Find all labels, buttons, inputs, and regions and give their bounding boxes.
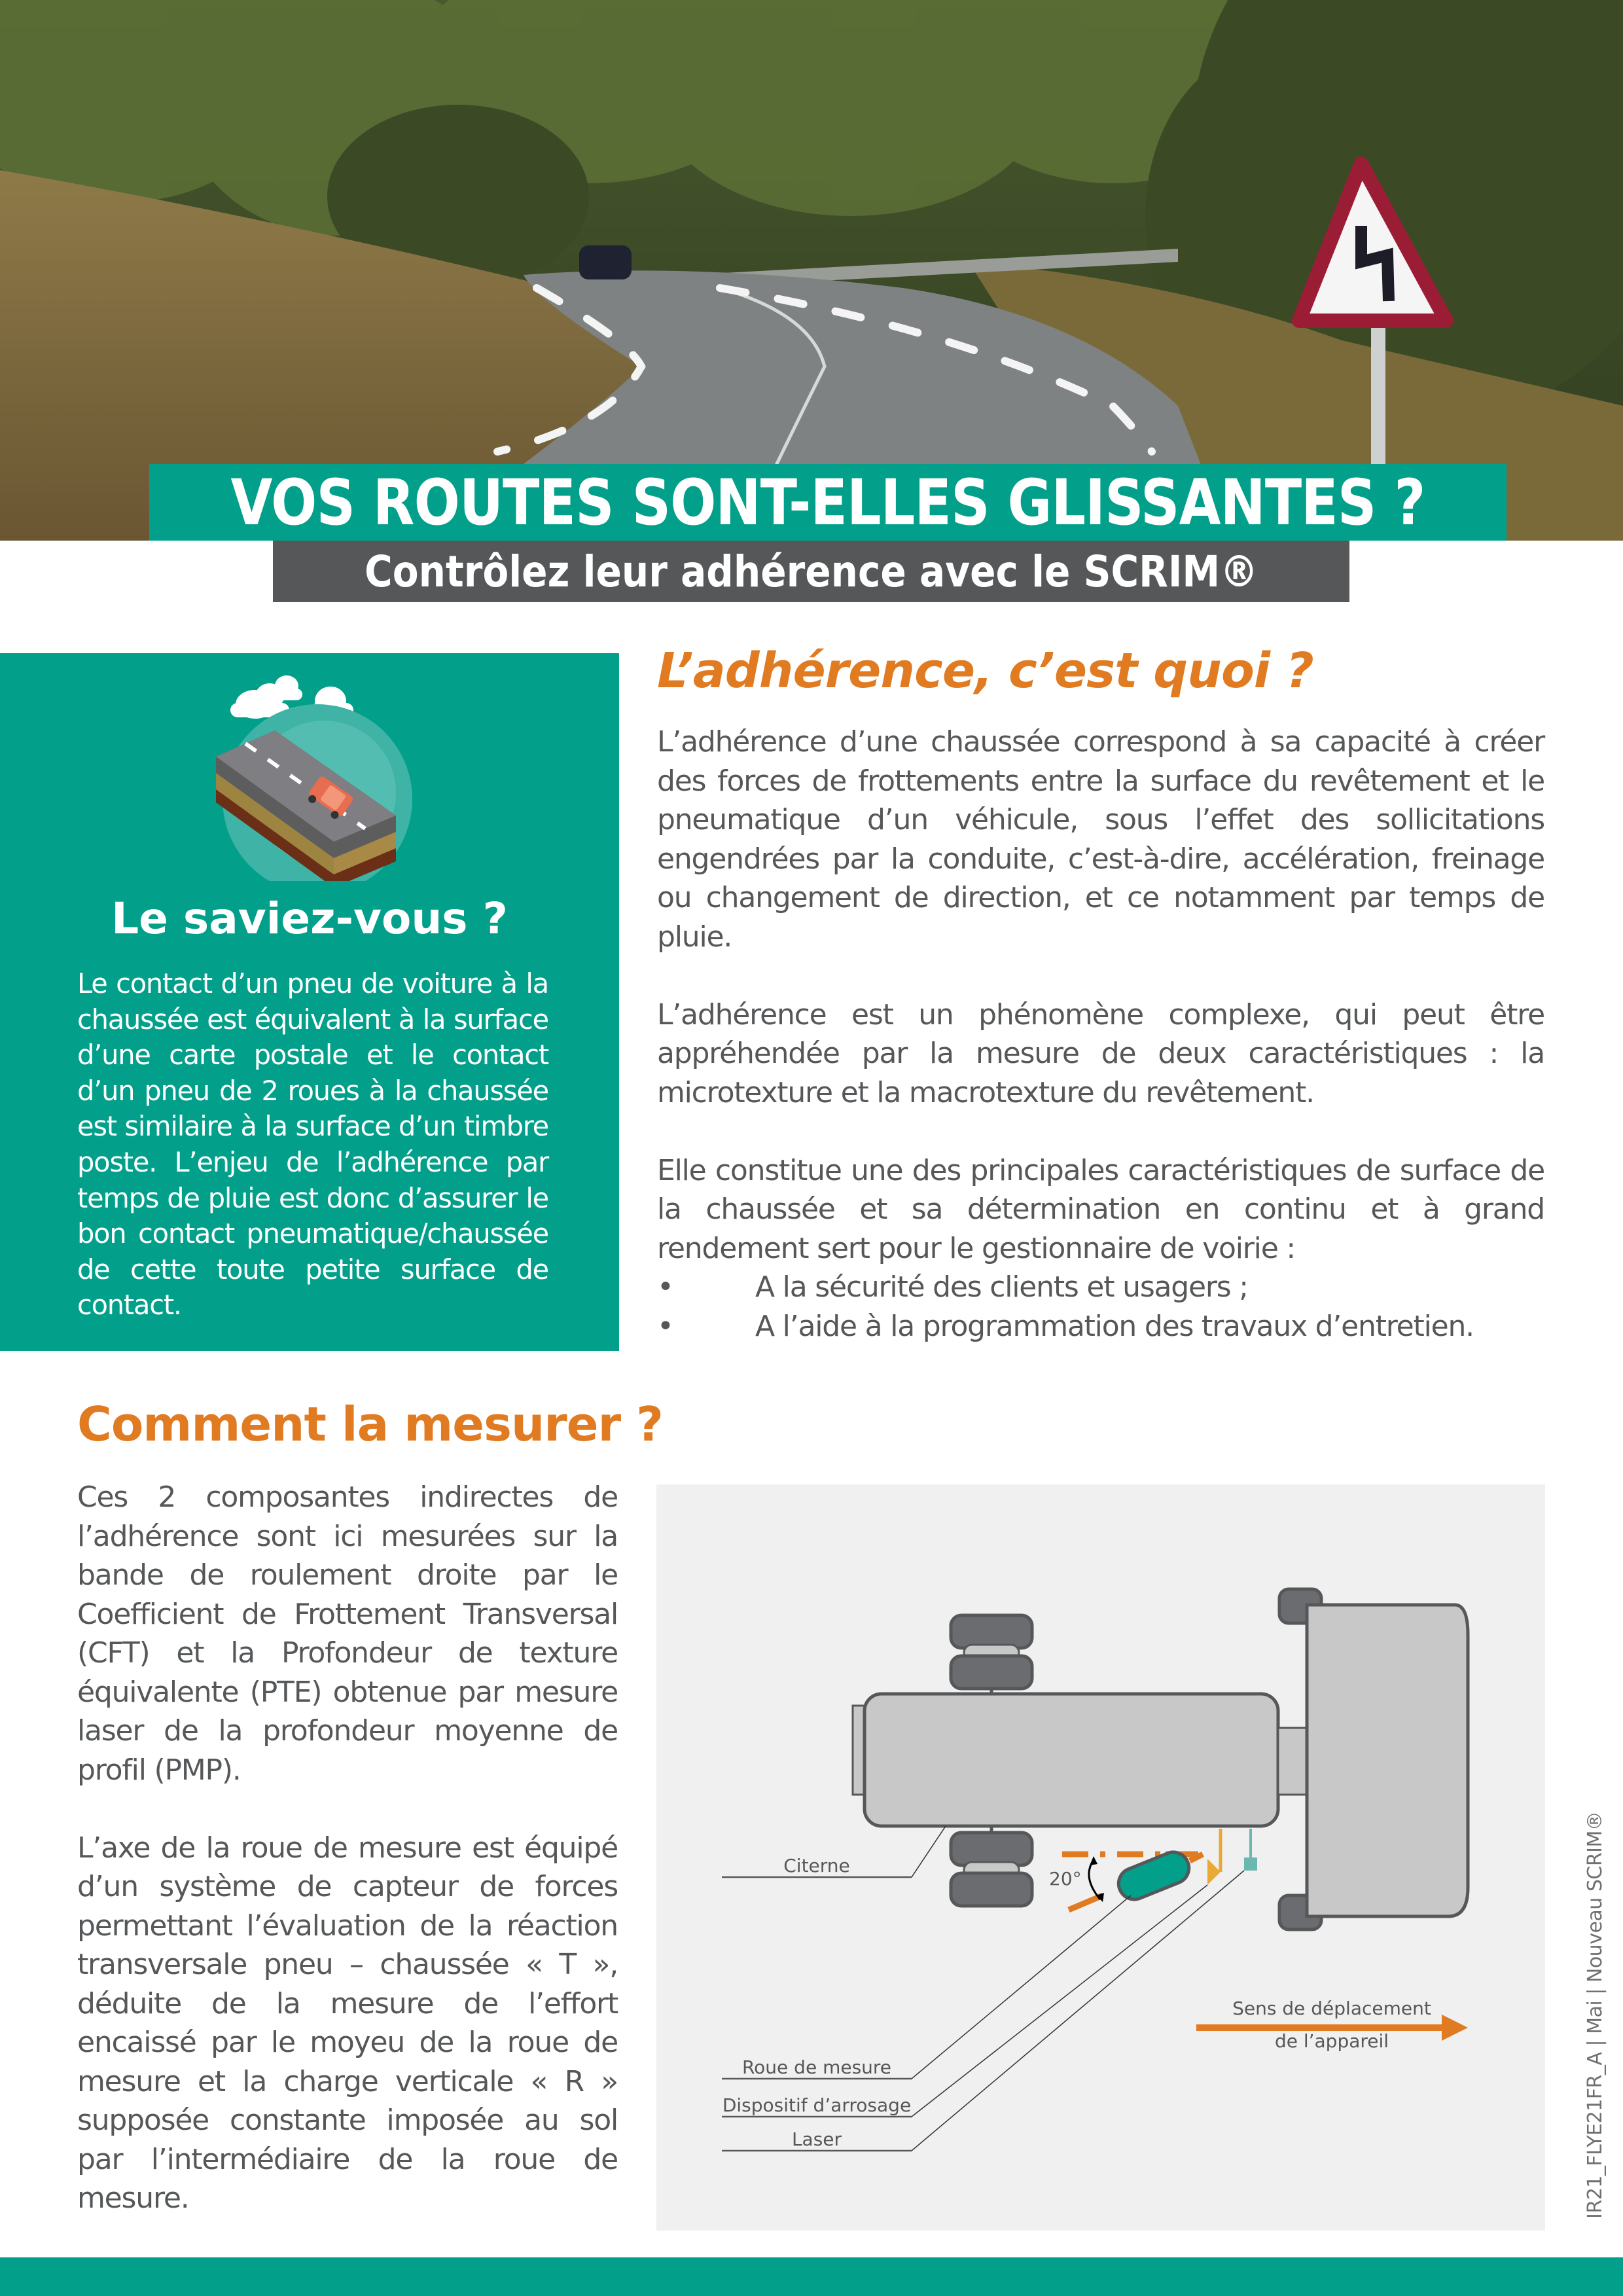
measure-paragraph: L’axe de la roue de mesure est équipé d’un système de capteur de forces permettant l’évaluation de la réaction transversale pneu – chaussée « T », déduite de la mesure de l’effort encaissé par le moyeu de la roue de mesure et la charge verticale « R » supposée constante imposée au sol par l’intermédiaire de la roue de mesure. — [77, 1831, 618, 2215]
tank-icon — [865, 1694, 1278, 1826]
angle-label: 20° — [1049, 1868, 1082, 1890]
wheel-icon — [951, 1615, 1032, 1648]
list-item — [657, 1268, 1544, 1307]
title-banner — [149, 464, 1507, 541]
road-photo-illustration — [0, 0, 1623, 541]
measure-heading: Comment la mesurer ? — [77, 1397, 663, 1452]
did-you-know-text: Le contact d’un pneu de voiture à la chaussée est équivalent à la surface d’une carte postale et le contact d’un pneu de 2 roues à la chaussée est similaire à la surface d’un timbre poste. L’enjeu de l’adhérence par temps de pluie est donc d’assurer le bon contact pneumatique/chaussée de cette toute petite surface de contact. — [77, 967, 548, 1321]
bullet-icon: • — [657, 1270, 673, 1304]
roue-label: Roue de mesure — [741, 2056, 892, 2078]
bullet-icon: • — [657, 1309, 673, 1343]
arrosage-label: Dispositif d’arrosage — [722, 2094, 912, 2116]
measure-body — [77, 1478, 618, 2257]
cab-icon — [1307, 1605, 1468, 1916]
adherence-heading: L’adhérence, c’est quoi ? — [657, 643, 1313, 699]
list-item — [657, 1307, 1544, 1346]
adherence-paragraph: L’adhérence d’une chaussée correspond à sa capacité à créer des forces de frottements entre la surface du revêtement et le pneumatique d’un véhicule, sous l’effet des sollicitations engendrées par la conduite, c’est-à-dire, accélération, freinage ou changement de direction, et ce notamment par temps de pluie. — [657, 725, 1544, 954]
scrim-vehicle-diagram — [656, 1484, 1545, 2231]
angle-arrow-icon — [1089, 1860, 1100, 1899]
adherence-paragraph: L’adhérence est un phénomène complexe, qui peut être appréhendée par la mesure de deux caractéristiques : la microtexture et la macrotexture du revêtement. — [657, 997, 1544, 1109]
page-title: VOS ROUTES SONT-ELLES GLISSANTES ? — [230, 465, 1425, 539]
adherence-bullet-list — [657, 1268, 1544, 1346]
footer-band — [0, 2257, 1623, 2296]
water-nozzle-icon — [1207, 1859, 1221, 1885]
citerne-label: Citerne — [783, 1855, 850, 1876]
laser-label: Laser — [791, 2128, 842, 2150]
adherence-body — [657, 723, 1544, 1346]
adherence-paragraph: Elle constitue une des principales caractéristiques de surface de la chaussée et sa détermination en continu et à grand rendement sert pour le gestionnaire de voirie : — [657, 1153, 1544, 1265]
direction-label-line1: Sens de déplacement — [1232, 1998, 1431, 2019]
measure-paragraph: Ces 2 composantes indirectes de l’adhérence sont ici mesurées sur la bande de roulement droite par le Coefficient de Frottement Transversal (CFT) et la Profondeur de texture équivalente (PTE) obtenue par mesure laser de la profondeur moyenne de profil (PMP). — [77, 1480, 618, 1787]
list-item-text: A la sécurité des clients et usagers ; — [755, 1270, 1248, 1304]
scrim-diagram — [656, 1484, 1545, 2231]
subtitle-banner — [273, 541, 1349, 602]
hero-photo — [0, 0, 1623, 541]
document-reference: IR21_FLYE21FR_A | Mai | Nouveau SCRIM® — [1584, 1811, 1607, 2219]
list-item-text: A l’aide à la programmation des travaux d’entretien. — [755, 1309, 1474, 1343]
laser-sensor-icon — [1244, 1857, 1257, 1871]
did-you-know-title: Le saviez-vous ? — [111, 893, 508, 944]
road-layers-illustration-icon — [216, 665, 412, 881]
page-subtitle: Contrôlez leur adhérence avec le SCRIM® — [364, 546, 1258, 597]
direction-label-line2: de l’appareil — [1274, 2030, 1389, 2052]
